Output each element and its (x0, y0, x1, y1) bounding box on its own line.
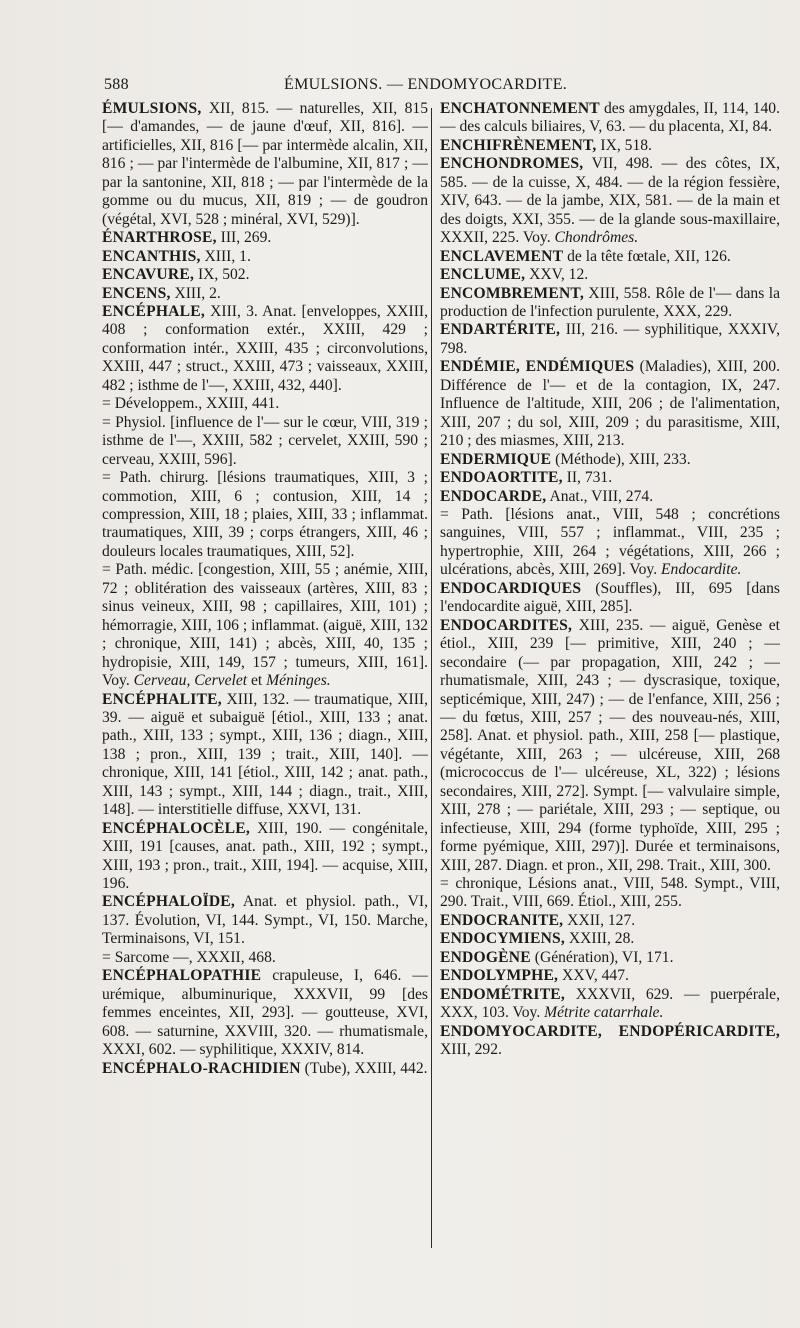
entry-text: VII, 498. — des côtes, IX, 585. — de la cuisse, X, 484. — de la région fessière, XIV, 643. — de la jambe, XIX, 581. — de la main et des doigts, XXI, 355. — de la glande sous-maxillaire, XXXII, 225. Voy. (440, 155, 780, 247)
entry-text: = Physiol. [influence de l'— sur le cœur, VIII, 319 ; isthme de l'—, XXIII, 582 ; cervelet, XXIII, 590 ; cerveau, XXIII, 596]. (102, 413, 428, 468)
entry-headword: ENCÉPHALITE, (102, 690, 222, 708)
index-entry (440, 875, 780, 912)
index-entry (440, 321, 780, 358)
entry-text: XXII, 127. (563, 911, 636, 929)
entry-text: XIII, 1. (200, 247, 251, 265)
index-entry (440, 358, 780, 450)
index-entry (440, 488, 780, 506)
index-entry (102, 949, 428, 967)
entry-text: XXIII, 28. (565, 930, 635, 948)
running-header (104, 76, 784, 98)
entry-text: = Développem., XXIII, 441. (102, 395, 280, 413)
entry-headword: ENCÉPHALO-RACHIDIEN (102, 1059, 301, 1077)
entry-headword: ENDÉMIE, ENDÉMIQUES (440, 358, 635, 376)
index-entry (440, 451, 780, 469)
index-entry (440, 617, 780, 875)
entry-text: Anat., VIII, 274. (546, 487, 654, 505)
entry-text: Anat. et physiol. path., VI, 137. Évolution, VI, 144. Sympt., VI, 150. Marche, Terminaisons, VI, 151. (102, 893, 428, 948)
page-number: 588 (104, 76, 129, 93)
entry-headword: ENDOGÈNE (440, 948, 531, 966)
index-entry (440, 137, 780, 155)
entry-text: XXXVII, 629. — puerpérale, XXX, 103. Voy. (440, 985, 780, 1022)
entry-headword: ENCÉPHALE, (102, 302, 205, 320)
entry-text: XIII, 3. Anat. [enveloppes, XXIII, 408 ; conformation extér., XXIII, 429 ; conformation intér., XXIII, 435 ; circonvolutions, XXIII, 447 ; struct., XXIII, 473 ; vaisseaux, XXIII, 482 ; isthme de l'—, XXIII, 432, 440]. (102, 302, 428, 394)
index-entry (102, 820, 428, 894)
entry-text: des amygdales, II, 114, 140. — des calculs biliaires, V, 63. — du placenta, XI, 84. (440, 100, 780, 136)
entry-headword: ENDOMYOCARDITE, ENDOPÉRICARDITE, (440, 1022, 780, 1040)
entry-headword: ÉNARTHROSE, (102, 229, 217, 247)
entry-text: XIII, 558. Rôle de l'— dans la production de l'infection purulente, XXX, 229. (440, 284, 780, 320)
index-entry (102, 561, 428, 690)
index-entry (440, 155, 780, 247)
entry-headword: ENCANTHIS, (102, 247, 201, 265)
left-column (102, 100, 428, 1078)
entry-headword: ÉMULSIONS, (102, 100, 202, 117)
cross-reference: Métrite catarrhale. (544, 1004, 664, 1022)
entry-headword: ENDOLYMPHE, (440, 967, 559, 985)
entry-text: XIII, 190. — congénitale, XIII, 191 [causes, anat. path., XIII, 192 ; sympt., XIII, 193 ; pron., trait., XIII, 194]. — acquise, XIII, 196. (102, 819, 428, 893)
index-entry (440, 930, 780, 948)
entry-text: (Maladies), XIII, 200. Différence de l'— et de la contagion, IX, 247. Influence de l'altitude, XIII, 206 ; de l'alimentation, XIII, 207 ; du sol, XIII, 209 ; du parasitisme, XIII, 210 ; des miasmes, XIII, 213. (440, 358, 781, 450)
entry-text: = Path. chirurg. [lésions traumatiques, XIII, 3 ; commotion, XIII, 6 ; contusion, XIII, 14 ; compression, XIII, 18 ; plaies, XIII, 33 ; inflammat. traumatiques, XIII, 39 ; corps étrangers, XIII, 46 ; douleurs locales traumatiques, XIII, 52]. (102, 469, 428, 560)
cross-reference: Endocardite. (661, 561, 742, 579)
index-entry (440, 100, 780, 137)
entry-text: XII, 815. — naturelles, XII, 815 [— d'amandes, — de jaune d'œuf, XII, 816]. — artificielles, XII, 816 [— par intermède alcalin, XII, 816 ; — par l'intermède de l'albumine, XII, 817 ; — par la santonine, XII, 818 ; — par l'intermède de la gomme ou du mucus, XII, 819 ; — de goudron (végétal, XVI, 528 ; minéral, XVI, 529)]. (102, 100, 428, 228)
entry-text: (Souffles), III, 695 [dans l'endocardite aiguë, XIII, 285]. (440, 579, 780, 616)
index-entry (102, 248, 428, 266)
right-column (440, 100, 780, 1060)
entry-headword: ENDOCARDIQUES (440, 579, 582, 597)
cross-reference: Chondrômes. (554, 229, 639, 247)
entry-text: = Path. médic. [congestion, XIII, 55 ; anémie, XIII, 72 ; oblitération des vaisseaux (artères, XIII, 83 ; sinus veineux, XIII, 98 ; capillaires, XIII, 101) ; hémorragie, XIII, 106 ; inflammat. (aiguë, XIII, 132 ; chronique, XIII, 141) ; abcès, XIII, 40, 135 ; hydropisie, XIII, 149, 157 ; tumeurs, XIII, 161]. Voy. (102, 561, 428, 690)
entry-text: = Path. [lésions anat., VIII, 548 ; concrétions sanguines, VIII, 557 ; inflammat., VIII, 235 ; hypertrophie, XIII, 264 ; végétations, XIII, 266 ; ulcérations, abcès, XIII, 269]. Voy. (440, 505, 780, 579)
index-entry (440, 580, 780, 617)
entry-text: XIII, 292. (440, 1041, 502, 1059)
index-entry (440, 506, 780, 580)
entry-text: III, 269. (216, 229, 272, 247)
index-entry (102, 303, 428, 395)
entry-text: XIII, 2. (170, 284, 221, 302)
index-entry (440, 967, 780, 985)
index-entry (102, 691, 428, 820)
entry-text: XXV, 12. (525, 266, 589, 284)
index-entry (440, 248, 780, 266)
entry-text: de la tête fœtale, XII, 126. (563, 247, 731, 265)
entry-headword: ENDARTÉRITE, (440, 321, 561, 339)
entry-headword: ENCÉPHALOÏDE, (102, 893, 235, 911)
index-entry (102, 229, 428, 247)
entry-text: IX, 518. (596, 136, 652, 154)
entry-headword: ENDOCARDITES, (440, 616, 573, 634)
entry-headword: ENCHONDROMES, (440, 155, 584, 173)
entry-text: et (247, 672, 267, 690)
index-entry (440, 986, 780, 1023)
entry-headword: ENDERMIQUE (440, 450, 552, 468)
entry-headword: ENDOCYMIENS, (440, 930, 565, 948)
entry-text: = Sarcome —, XXXII, 468. (102, 948, 276, 966)
index-entry (102, 967, 428, 1059)
entry-text: III, 216. — syphilitique, XXXIV, 798. (440, 321, 780, 357)
index-entry (440, 469, 780, 487)
index-entry (440, 912, 780, 930)
entry-headword: ENDOMÉTRITE, (440, 985, 566, 1003)
entry-text: crapuleuse, I, 646. — urémique, albuminurique, XXXVII, 99 [des femmes enceintes, XII, 293]. — goutteuse, XVI, 608. — saturnine, XXVIII, 320. — rhumatismale, XXXI, 602. — syphilitique, XXXIV, 814. (102, 967, 428, 1059)
index-entry (102, 414, 428, 469)
entry-text: XIII, 132. — traumatique, XIII, 39. — aiguë et subaiguë [étiol., XIII, 133 ; anat. path., XIII, 133 ; sympt., XIII, 136 ; diagn., XIII, 138 ; pron., XIII, 139 ; trait., XIII, 140]. — chronique, XIII, 141 [étiol., XIII, 142 ; anat. path., XIII, 143 ; sympt., XIII, 144 ; diagn., trait., XIII, 148]. — interstitielle diffuse, XXVI, 131. (102, 690, 428, 819)
entry-headword: ENCHATONNEMENT (440, 100, 600, 117)
index-entry (102, 100, 428, 229)
index-entry (440, 266, 780, 284)
cross-reference: Méninges. (266, 672, 331, 690)
index-entry (440, 1023, 780, 1060)
running-title: ÉMULSIONS. — ENDOMYOCARDITE. (284, 76, 568, 93)
index-entry (440, 949, 780, 967)
index-entry (102, 469, 428, 561)
entry-headword: ENCÉPHALOCÈLE, (102, 819, 250, 837)
entry-headword: ENCAVURE, (102, 266, 195, 284)
entry-text: (Tube), XXIII, 442. (300, 1059, 428, 1077)
entry-text: XXV, 447. (558, 967, 629, 985)
index-entry (102, 1060, 428, 1078)
entry-headword: ENCHIFRÈNEMENT, (440, 136, 597, 154)
entry-headword: ENDOCARDE, (440, 487, 547, 505)
entry-text: (Méthode), XIII, 233. (551, 450, 691, 468)
cross-reference: Cerveau, Cervelet (133, 672, 248, 690)
index-entry (440, 285, 780, 322)
entry-headword: ENCOMBREMENT, (440, 284, 584, 302)
column-divider (431, 108, 432, 1248)
entry-headword: ENCÉPHALOPATHIE (102, 967, 262, 985)
entry-headword: ENDOAORTITE, (440, 469, 563, 487)
entry-text: XIII, 235. — aiguë, Genèse et étiol., XIII, 239 [— primitive, XIII, 240 ; — secondaire (— par propagation, XIII, 242 ; — rhumatismale, XIII, 243 ; — dyscrasique, toxique, septicémique, XIII, 247) ; — de l'enfance, XIII, 256 ; — du fœtus, XIII, 257 ; — des nouveau-nés, XIII, 258]. Anat. et physiol. path., XIII, 258 [— plastique, végétante, XIII, 263 ; — ulcéreuse, XIII, 268 (micrococcus de l'— ulcéreuse, XL, 322) ; lésions secondaires, XIII, 272]. Sympt. [— valvulaire simple, XIII, 278 ; — pariétale, XIII, 293 ; — septique, ou infectieuse, XIII, 294 (forme typhoïde, XIII, 295 ; forme pyémique, XIII, 297)]. Durée et terminaisons, XIII, 287. Diagn. et pron., XII, 298. Trait., XIII, 300. (440, 616, 780, 874)
index-entry (102, 266, 428, 284)
index-entry (102, 395, 428, 413)
index-entry (102, 893, 428, 948)
entry-text: (Génération), VI, 171. (530, 948, 674, 966)
entry-headword: ENCENS, (102, 284, 171, 302)
entry-text: IX, 502. (194, 266, 250, 284)
entry-text: II, 731. (562, 469, 613, 487)
entry-headword: ENDOCRANITE, (440, 911, 564, 929)
index-entry (102, 285, 428, 303)
entry-headword: ENCLUME, (440, 266, 526, 284)
entry-text: = chronique, Lésions anat., VIII, 548. Sympt., VIII, 290. Trait., VIII, 669. Étiol., XIII, 255. (440, 875, 780, 911)
entry-headword: ENCLAVEMENT (440, 247, 564, 265)
